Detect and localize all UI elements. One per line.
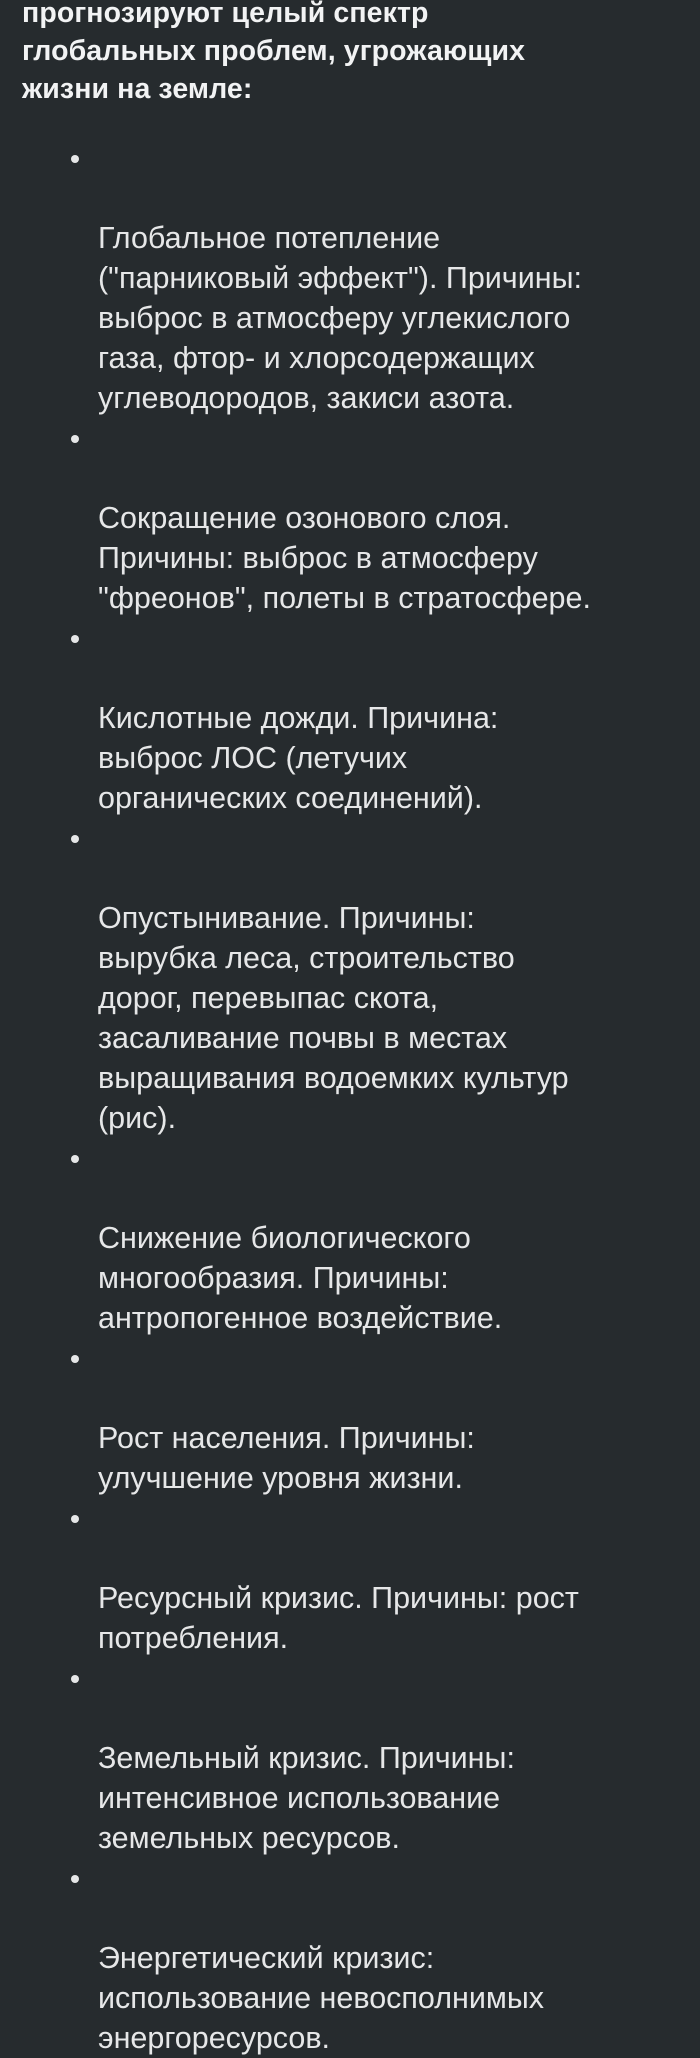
list-item-text: Земельный кризис. Причины: интенсивное использование земельных ресурсов. <box>98 1741 515 1855</box>
list-item <box>0 1338 700 1498</box>
bullet-icon <box>71 1155 79 1163</box>
list-item <box>0 818 700 1138</box>
list-item-text: Рост населения. Причины: улучшение уровня жизни. <box>98 1421 475 1495</box>
list-item-text: Кислотные дожди. Причина: выброс ЛОС (летучих органических соединений). <box>98 701 499 815</box>
bullet-icon <box>71 435 79 443</box>
list-item-text: Сокращение озонового слоя. Причины: выброс в атмосферу "фреонов", полеты в стратосфере. <box>98 501 591 615</box>
list-item <box>0 1858 700 2058</box>
list-item-text: Опустынивание. Причины: вырубка леса, строительство дорог, перевыпас скота, засаливание почвы в местах выращивания водоемких культур (рис). <box>98 901 569 1135</box>
list-item <box>0 1658 700 1858</box>
bullet-icon <box>71 1355 79 1363</box>
bullet-icon <box>71 1875 79 1883</box>
intro-paragraph: прогнозируют целый спектр глобальных проблем, угрожающих жизни на земле: <box>22 0 526 105</box>
list-item <box>0 138 700 418</box>
list-item <box>0 1498 700 1658</box>
list-item-text: Глобальное потепление ("парниковый эффект"). Причины: выброс в атмосферу углекислого газа, фтор- и хлорсодержащих углеводородов, закиси азота. <box>98 221 582 415</box>
bullet-icon <box>71 1675 79 1683</box>
list-item <box>0 418 700 618</box>
bullet-icon <box>71 1515 79 1523</box>
list-item-text: Энергетический кризис: использование невосполнимых энергоресурсов. <box>98 1941 545 2055</box>
list-item-text: Ресурсный кризис. Причины: рост потребления. <box>98 1581 579 1655</box>
list-item-text: Снижение биологического многообразия. Причины: антропогенное воздействие. <box>98 1221 503 1335</box>
bullet-icon <box>71 155 79 163</box>
bullet-icon <box>71 635 79 643</box>
list-item <box>0 1138 700 1338</box>
bullet-icon <box>71 835 79 843</box>
global-problems-list <box>0 138 700 2058</box>
list-item <box>0 618 700 818</box>
